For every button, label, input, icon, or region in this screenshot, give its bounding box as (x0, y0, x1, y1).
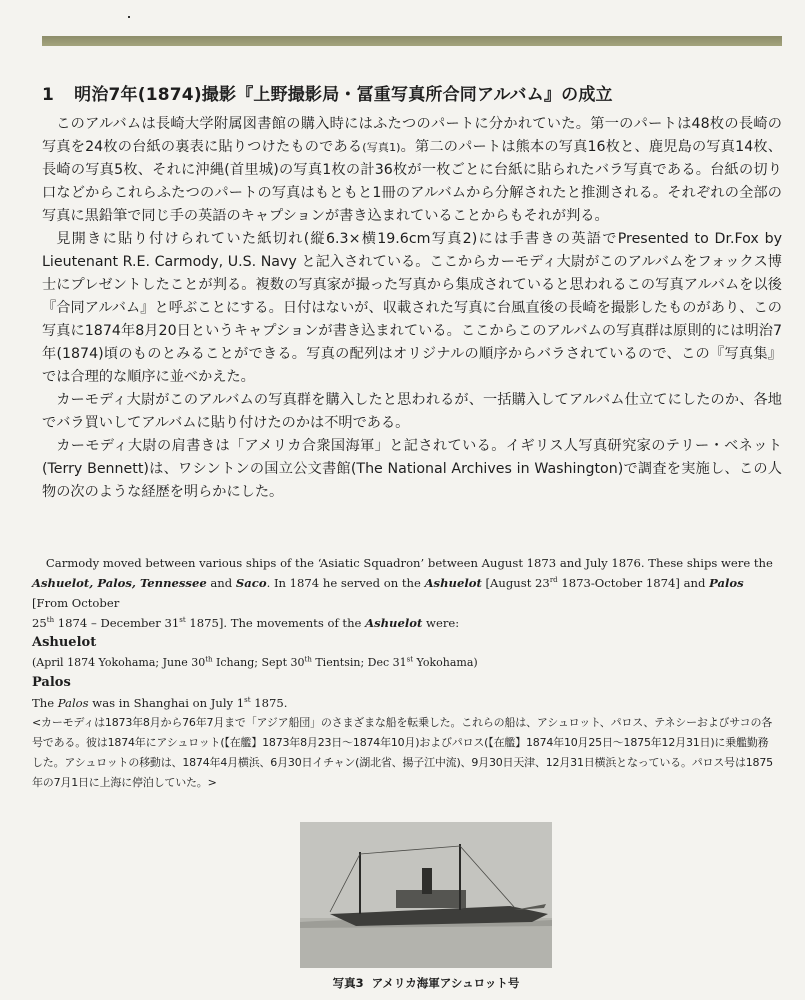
quote-text: The (32, 696, 55, 710)
figure-label: 写真3 (332, 976, 364, 990)
quote-text: Yokohama) (413, 656, 478, 669)
ordinal-suffix: th (205, 655, 213, 664)
quote-text: 25 (32, 616, 47, 630)
photo-reference: (写真1) (362, 141, 401, 154)
ship-name: Palos (57, 696, 89, 710)
ordinal-suffix: st (406, 655, 414, 664)
print-speck (128, 16, 130, 18)
japanese-summary: <カーモディは1873年8月から76年7月まで「アジア船団」のさまざまな船を転乗した。これらの船は、アシュロット、パロス、テネシーおよびサコの各号である。彼は1874年にアシュロット(【在艦】1873年8月23日〜1874年10月)およびパロス(【在艦】1874年10月25日〜1875年12月31日)に乗艦勤務した。アシュロットの移動は、1874年4月横浜、6月30日イチャン(湖北省、揚子江中流)、9月30日天津、12月31日横浜となっている。パロス号は1875年の7月1日に上海に停泊していた。> (32, 716, 773, 789)
quote-text: [From October (32, 596, 120, 610)
quote-text: 1875. (250, 696, 288, 710)
ship-photo (300, 822, 552, 968)
body-text (42, 113, 782, 504)
quote-text: and (210, 576, 233, 590)
ordinal-suffix: st (179, 616, 186, 625)
ordinal-suffix: th (46, 616, 55, 625)
ship-names: Ashuelot, Palos, Tennessee (32, 576, 207, 590)
ship-name: Palos (709, 576, 744, 590)
quote-text: 1874 – December 31 (54, 616, 180, 630)
ashuelot-movements (32, 653, 777, 673)
header-rule (42, 36, 782, 46)
paragraph: カーモディ大尉がこのアルバムの写真群を購入したと思われるが、一括購入してアルバム仕立てにしたのか、各地でバラ買いしてアルバムに貼り付けたのかは不明である。 (42, 392, 782, 431)
quote-text: (April 1874 Yokohama; June 30 (32, 656, 206, 669)
quote-text: Carmody moved between various ships of the ‘Asiatic Squadron’ between August 1873 and July 1876. These ships were the (45, 556, 773, 570)
quote-text: 1873-October 1874] and (557, 576, 706, 590)
ship-name: Saco (235, 576, 267, 590)
ship-photo-drawing (300, 822, 552, 968)
figure-caption: アメリカ海軍アシュロット号 (371, 976, 520, 990)
quote-text: were: (426, 616, 460, 630)
quote-text: Ichang; Sept 30 (212, 656, 305, 669)
section-heading (42, 80, 782, 105)
ship-funnel (422, 868, 432, 894)
quote-text: [August 23 (485, 576, 550, 590)
ship-name: Ashuelot (424, 576, 482, 590)
ship-heading-palos: Palos (32, 675, 71, 690)
section-title: 明治7年(1874)撮影『上野撮影局・冨重写真所合同アルバム』の成立 (74, 85, 613, 105)
quote-text: Tientsin; Dec 31 (311, 656, 407, 669)
section-number: 1 (42, 85, 55, 105)
quoted-record (32, 553, 777, 793)
ship-heading-ashuelot: Ashuelot (32, 635, 97, 650)
quote-text: was in Shanghai on July 1 (92, 696, 245, 710)
photo-caption (300, 975, 552, 991)
ordinal-suffix: th (304, 655, 312, 664)
paragraph (42, 113, 782, 228)
ordinal-suffix: st (244, 696, 251, 705)
paragraph-text: このアルバムは長崎大学附属図書館の購入時にはふたつのパートに分かれていた。第一のパートは48枚の長崎の写真を24枚の台紙の裏表に貼りつけたものである (42, 116, 782, 155)
quote-text: . In 1874 he served on the (266, 576, 421, 590)
ordinal-suffix: rd (549, 576, 558, 585)
paragraph: カーモディ大尉の肩書きは「アメリカ合衆国海軍」と記されている。イギリス人写真研究家のテリー・ベネット(Terry Bennett)は、ワシントンの国立公文書館(The National Archives in Washington)で調査を実施し、この人物の次のような経歴を明らかにした。 (42, 438, 782, 500)
paragraph-text: 。第二のパートは熊本の写真16枚と、鹿児島の写真14枚、長崎の写真5枚、それに沖縄(首里城)の写真1枚の計36枚が一枚ごとに台紙に貼られたバラ写真である。台紙の切り口などからこれらふたつのパートの写真はもともと1冊のアルバムから分解されたと推測される。それぞれの全部の写真に黒鉛筆で同じ手の英語のキャプションが書き込まれていることからもそれが判る。 (42, 139, 782, 224)
ship-name: Ashuelot (365, 616, 423, 630)
quote-paragraph (32, 553, 777, 633)
paragraph: 見開きに貼り付けられていた紙切れ(縦6.3×横19.6cm写真2)には手書きの英語でPresented to Dr.Fox by Lieutenant R.E. Carmody, U.S. Navy と記入されている。ここからカーモディ大尉がこのアルバムをフォックス博士にプレゼントしたことが判る。複数の写真家が撮った写真から集成されていると思われるこの写真アルバムを以後『合同アルバム』と呼ぶことにする。日付はないが、収載された写真に台風直後の長崎を撮影したものがあり、この写真に1874年8月20日というキャプションが書き込まれている。ここからこのアルバムの写真群は原則的には明治7年(1874)頃のものとみることができる。写真の配列はオリジナルの順序からバラされているので、この『写真集』では合理的な順序に並べかえた。 (42, 231, 782, 385)
quote-text: 1875]. The movements of the (185, 616, 362, 630)
palos-movement (32, 693, 777, 713)
